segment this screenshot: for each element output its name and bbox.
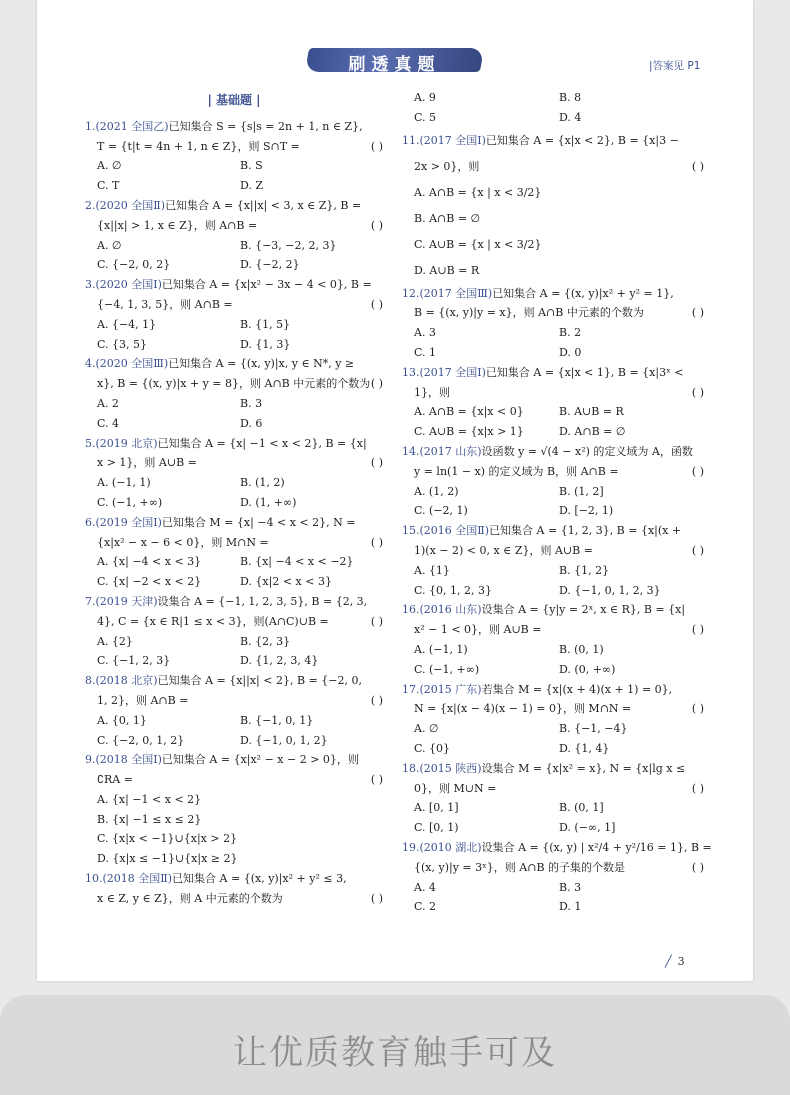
question-number: 10. (85, 872, 103, 886)
footer-slogan: 让优质教育触手可及 (233, 1033, 557, 1073)
option: D. {−1, 0, 1, 2} (240, 733, 328, 747)
question-number: 8. (85, 674, 96, 688)
question-line (85, 295, 383, 315)
question-text: N = {x|(x − 4)(x − 1) = 0}，则 M∩N = (414, 702, 632, 716)
option: D. 1 (559, 900, 582, 914)
question-item (402, 838, 712, 917)
section-title: | 基础题 | (207, 93, 261, 107)
question-source: (2020 全国Ⅱ) (95, 198, 166, 212)
footer-banner (0, 995, 790, 1095)
option: C. {−1, 2, 3} (97, 654, 171, 668)
question-source: (2010 湖北) (419, 840, 482, 854)
options-list (402, 482, 704, 522)
question-source: (2017 全国Ⅰ) (419, 133, 486, 147)
question-item (402, 759, 704, 838)
question-text: x² − 1 < 0}，则 A∪B = (414, 623, 542, 637)
option: C. {x| −2 < x < 2} (97, 575, 202, 589)
answer-blank: ( ) (691, 702, 704, 716)
question-text: 0}，则 M∪N = (414, 781, 497, 795)
option: D. A∪B = R (414, 263, 480, 277)
slash-decoration: ╱ (665, 955, 672, 968)
question-number: 5. (85, 436, 96, 450)
question-source: (2019 北京) (95, 436, 158, 450)
question-text: {x||x| > 1, x ∈ Z}，则 A∩B = (97, 218, 258, 232)
question-number: 4. (85, 357, 96, 371)
question-line (85, 533, 383, 553)
option: B. {−1, −4} (559, 722, 628, 736)
option: D. 0 (559, 345, 582, 359)
question-item (85, 354, 383, 433)
question-text: 若集合 M = {x|(x + 4)(x + 1) = 0}, (481, 682, 673, 696)
question-source: (2017 山东) (419, 444, 482, 458)
question-continuation (402, 88, 704, 128)
option: A. (1, 2) (414, 484, 459, 498)
exam-page (37, 0, 753, 981)
question-number: 13. (402, 365, 420, 379)
option: B. 3 (240, 396, 263, 410)
option: A. ∅ (97, 159, 122, 173)
page-number (665, 955, 685, 968)
options-list (402, 323, 704, 363)
answer-blank: ( ) (370, 773, 383, 787)
option: C. [0, 1) (414, 821, 459, 835)
question-text: T = {t|t = 4n + 1, n ∈ Z}，则 S∩T = (97, 139, 300, 153)
option: A. ∅ (414, 722, 439, 736)
option: B. 3 (559, 880, 582, 894)
option: C. 2 (414, 900, 437, 914)
question-text: {(x, y)|y = 3ˣ}，则 A∩B 的子集的个数是 (414, 860, 626, 874)
option: D. 6 (240, 416, 263, 430)
option: C. {−2, 0, 1, 2} (97, 733, 185, 747)
question-line (402, 699, 704, 719)
answer-blank: ( ) (370, 535, 383, 549)
question-line (402, 462, 704, 482)
option: A. A∩B = {x | x < 3/2} (414, 185, 542, 199)
question-line (85, 117, 383, 137)
option: A. {2} (97, 634, 133, 648)
question-number: 16. (402, 603, 420, 617)
option: B. 8 (559, 91, 582, 104)
options-list (85, 394, 383, 434)
answer-blank: ( ) (691, 159, 704, 173)
option: B. S (240, 159, 263, 173)
option: A. {−4, 1} (97, 317, 157, 331)
answer-blank: ( ) (691, 860, 704, 874)
question-item (402, 128, 704, 284)
question-number: 14. (402, 444, 420, 458)
option: D. {−2, 2} (240, 258, 300, 272)
answer-blank: ( ) (370, 614, 383, 628)
option: A. 4 (414, 880, 436, 894)
option: A. 3 (414, 326, 436, 340)
question-line (85, 275, 383, 295)
question-number: 9. (85, 753, 96, 767)
option: A. A∩B = {x|x < 0} (414, 405, 524, 419)
question-number: 3. (85, 278, 96, 292)
question-text: 已知集合 A = {x|x < 2}, B = {x|3 − (485, 133, 679, 147)
question-item (402, 600, 704, 679)
question-text: 已知集合 A = {(x, y)|x² + y² ≤ 3, (172, 872, 347, 886)
question-source: (2019 全国Ⅰ) (95, 515, 162, 529)
question-item (85, 869, 383, 909)
question-line (85, 216, 383, 236)
answer-blank: ( ) (370, 377, 383, 391)
option: C. {3, 5} (97, 337, 148, 351)
option: B. A∩B = ∅ (414, 211, 481, 225)
question-line (402, 600, 704, 620)
option: A. [0, 1] (414, 801, 459, 815)
question-line (402, 779, 704, 799)
question-number: 7. (85, 594, 96, 608)
option: D. {x|2 < x < 3} (240, 575, 332, 589)
option: C. 1 (414, 345, 437, 359)
option: B. {x| −1 ≤ x ≤ 2} (97, 812, 202, 826)
question-item (402, 363, 704, 442)
options-list (402, 88, 704, 128)
question-item (85, 513, 383, 592)
options-list (402, 878, 704, 918)
option: A. 9 (414, 91, 436, 104)
option: C. 4 (97, 416, 120, 430)
question-text: 4}, C = {x ∈ R|1 ≤ x < 3}，则(A∩C)∪B = (97, 614, 329, 628)
question-text: 已知集合 A = {x||x| < 2}, B = {−2, 0, (157, 674, 362, 688)
options-list (402, 798, 704, 838)
question-number: 2. (85, 198, 96, 212)
option: C. {x|x < −1}∪{x|x > 2} (97, 832, 238, 846)
question-text: 已知集合 S = {s|s = 2n + 1, n ∈ Z}, (168, 119, 363, 133)
question-item (85, 750, 383, 869)
question-line (85, 137, 383, 157)
question-item (85, 671, 383, 750)
question-line (85, 513, 383, 533)
option: A. ∅ (97, 238, 122, 252)
question-item (85, 275, 383, 354)
answer-blank: ( ) (691, 306, 704, 320)
question-number: 19. (402, 840, 420, 854)
question-text: x ∈ Z, y ∈ Z}，则 A 中元素的个数为 (97, 891, 283, 905)
option: D. 4 (559, 110, 582, 124)
answer-blank: ( ) (691, 464, 704, 478)
options-list (85, 473, 383, 513)
question-line (402, 759, 704, 779)
option: B. {−1, 0, 1} (240, 713, 314, 727)
question-line (85, 869, 383, 889)
right-column (402, 88, 712, 917)
option: C. (−1, +∞) (414, 662, 480, 676)
answer-blank: ( ) (370, 693, 383, 707)
option: B. (0, 1] (559, 801, 604, 815)
option: C. (−1, +∞) (97, 495, 163, 509)
option: A. (−1, 1) (414, 642, 468, 656)
question-text: 设集合 M = {x|x² = x}, N = {x|lg x ≤ (481, 761, 686, 775)
question-item (402, 442, 704, 521)
options-list (402, 719, 704, 759)
question-text: 设集合 A = {−1, 1, 2, 3, 5}, B = {2, 3, (157, 594, 368, 608)
question-text: 已知集合 A = {x|x² − x − 2 > 0}，则 (161, 753, 359, 767)
option: C. (−2, 1) (414, 504, 468, 518)
option: B. {2, 3} (240, 634, 291, 648)
question-item (85, 434, 383, 513)
question-number: 15. (402, 524, 420, 538)
question-text: 设函数 y = √(4 − x²) 的定义域为 A，函数 (481, 444, 693, 458)
answer-blank: ( ) (691, 543, 704, 557)
question-source: (2018 全国Ⅱ) (102, 872, 173, 886)
options-list (402, 402, 704, 442)
question-line (85, 770, 383, 790)
option: A. {0, 1} (97, 713, 147, 727)
page-number-text: 3 (677, 955, 685, 968)
question-line (402, 154, 704, 180)
question-text: 已知集合 A = {x|x < 1}, B = {x|3ˣ < (485, 365, 684, 379)
option: B. (0, 1) (559, 642, 604, 656)
question-source: (2015 广东) (419, 682, 482, 696)
option: C. A∪B = {x|x > 1} (414, 425, 524, 439)
question-line (85, 354, 383, 374)
question-line (85, 691, 383, 711)
options-list (85, 632, 383, 672)
option: C. 5 (414, 110, 437, 124)
question-item (402, 284, 704, 363)
question-source: (2015 陕西) (419, 761, 482, 775)
question-text: 1}，则 (414, 385, 450, 399)
banner-title-text: 刷透真题 (348, 55, 441, 75)
option: A. {x| −4 < x < 3} (97, 555, 202, 569)
option: D. Z (240, 179, 264, 193)
option: D. [−2, 1) (559, 504, 614, 518)
question-text: {x|x² − x − 6 < 0}，则 M∩N = (97, 535, 269, 549)
question-source: (2016 全国Ⅱ) (419, 524, 490, 538)
question-source: (2017 全国Ⅲ) (419, 286, 493, 300)
question-line (85, 889, 383, 909)
option: B. 2 (559, 326, 582, 340)
question-text: 已知集合 A = {x|x² − 3x − 4 < 0}, B = (161, 278, 372, 292)
question-line (402, 858, 704, 878)
option: D. A∩B = ∅ (559, 425, 626, 439)
question-line (402, 284, 704, 304)
question-text: 1, 2}，则 A∩B = (97, 693, 189, 707)
question-line (85, 196, 383, 216)
answer-blank: ( ) (370, 297, 383, 311)
option: D. {1, 2, 3, 4} (240, 654, 319, 668)
option: D. {1, 4} (559, 741, 610, 755)
question-text: ∁RA = (97, 773, 133, 787)
options-list (85, 552, 383, 592)
question-line (402, 680, 704, 700)
question-number: 11. (402, 133, 420, 147)
question-text: y = ln(1 − x) 的定义域为 B，则 A∩B = (414, 464, 619, 478)
answer-blank: ( ) (370, 139, 383, 153)
question-line (402, 363, 704, 383)
option: B. A∪B = R (559, 405, 624, 419)
option: A. (−1, 1) (97, 476, 151, 490)
question-line (85, 374, 383, 394)
question-line (85, 434, 383, 454)
option: D. {1, 3} (240, 337, 291, 351)
question-line (402, 620, 704, 640)
option: B. {x| −4 < x < −2} (240, 555, 354, 569)
options-list (85, 711, 383, 751)
option: D. {−1, 0, 1, 2, 3} (559, 583, 661, 597)
question-text: 已知集合 A = {1, 2, 3}, B = {x|(x + (489, 524, 682, 538)
question-source: (2021 全国乙) (95, 119, 169, 133)
options-list (402, 180, 704, 284)
question-line (402, 838, 712, 858)
question-source: (2017 全国Ⅰ) (419, 365, 486, 379)
options-list (85, 236, 383, 276)
question-text: 已知集合 A = {(x, y)|x, y ∈ N*, y ≥ (168, 357, 355, 371)
question-source: (2016 山东) (419, 603, 482, 617)
question-text: x > 1}，则 A∪B = (97, 456, 197, 470)
option: D. (−∞, 1] (559, 821, 616, 835)
question-line (402, 541, 704, 561)
question-line (402, 521, 704, 541)
question-line (402, 303, 704, 323)
options-list (402, 640, 704, 680)
question-text: x}, B = {(x, y)|x + y = 8}，则 A∩B 中元素的个数为 (97, 377, 371, 391)
option: B. {1, 2} (559, 563, 610, 577)
question-number: 6. (85, 515, 96, 529)
question-line (402, 383, 704, 403)
options-list (85, 790, 383, 869)
question-source: (2018 全国Ⅰ) (95, 753, 162, 767)
question-item (85, 592, 383, 671)
option: C. T (97, 179, 120, 193)
question-line (402, 128, 704, 154)
option: B. {−3, −2, 2, 3} (240, 238, 337, 252)
answer-blank: ( ) (691, 623, 704, 637)
banner-title (307, 44, 482, 76)
answer-blank: ( ) (691, 781, 704, 795)
option: B. (1, 2) (240, 476, 285, 490)
question-line (402, 442, 704, 462)
option: C. {0} (414, 741, 451, 755)
question-number: 17. (402, 682, 420, 696)
answer-blank: ( ) (691, 385, 704, 399)
answer-blank: ( ) (370, 456, 383, 470)
option: A. {x| −1 < x < 2} (97, 792, 202, 806)
question-number: 18. (402, 761, 420, 775)
question-item (402, 680, 704, 759)
question-number: 12. (402, 286, 420, 300)
question-text: 已知集合 M = {x| −4 < x < 2}, N = (161, 515, 356, 529)
question-text: 已知集合 A = {(x, y)|x² + y² = 1}, (492, 286, 674, 300)
option: C. {−2, 0, 2} (97, 258, 171, 272)
question-text: 设集合 A = {y|y = 2ˣ, x ∈ R}, B = {x| (481, 603, 686, 617)
question-source: (2019 天津) (95, 594, 158, 608)
question-item (85, 117, 383, 196)
left-column (85, 88, 383, 909)
question-text: 已知集合 A = {x| −1 < x < 2}, B = {x| (157, 436, 367, 450)
question-text: B = {(x, y)|y = x}，则 A∩B 中元素的个数为 (414, 306, 644, 320)
option: D. (0, +∞) (559, 662, 616, 676)
question-source: (2020 全国Ⅲ) (95, 357, 169, 371)
question-line (85, 612, 383, 632)
question-line (85, 453, 383, 473)
answer-blank: ( ) (370, 218, 383, 232)
options-list (85, 315, 383, 355)
answer-blank: ( ) (370, 891, 383, 905)
question-source: (2018 北京) (95, 674, 158, 688)
option: D. (1, +∞) (240, 495, 297, 509)
option: A. 2 (97, 396, 119, 410)
question-text: {−4, 1, 3, 5}，则 A∩B = (97, 297, 233, 311)
question-text: 2x > 0}，则 (414, 159, 480, 173)
question-number: 1. (85, 119, 96, 133)
question-line (85, 671, 383, 691)
option: B. {1, 5} (240, 317, 291, 331)
answer-reference: |答案见 P1 (649, 60, 701, 72)
question-item (85, 196, 383, 275)
question-line (85, 592, 383, 612)
question-item (402, 521, 704, 600)
question-text: 1)(x − 2) < 0, x ∈ Z}，则 A∪B = (414, 543, 593, 557)
option: D. {x|x ≤ −1}∪{x|x ≥ 2} (97, 852, 238, 866)
option: C. A∪B = {x | x < 3/2} (414, 237, 542, 251)
question-source: (2020 全国Ⅰ) (95, 278, 162, 292)
options-list (85, 156, 383, 196)
option: C. {0, 1, 2, 3} (414, 583, 492, 597)
option: A. {1} (414, 563, 450, 577)
options-list (402, 561, 704, 601)
question-line (85, 750, 383, 770)
question-text: 设集合 A = {(x, y) | x²/4 + y²/16 = 1}, B = (481, 840, 712, 854)
question-text: 已知集合 A = {x||x| < 3, x ∈ Z}, B = (165, 198, 362, 212)
option: B. (1, 2] (559, 484, 604, 498)
